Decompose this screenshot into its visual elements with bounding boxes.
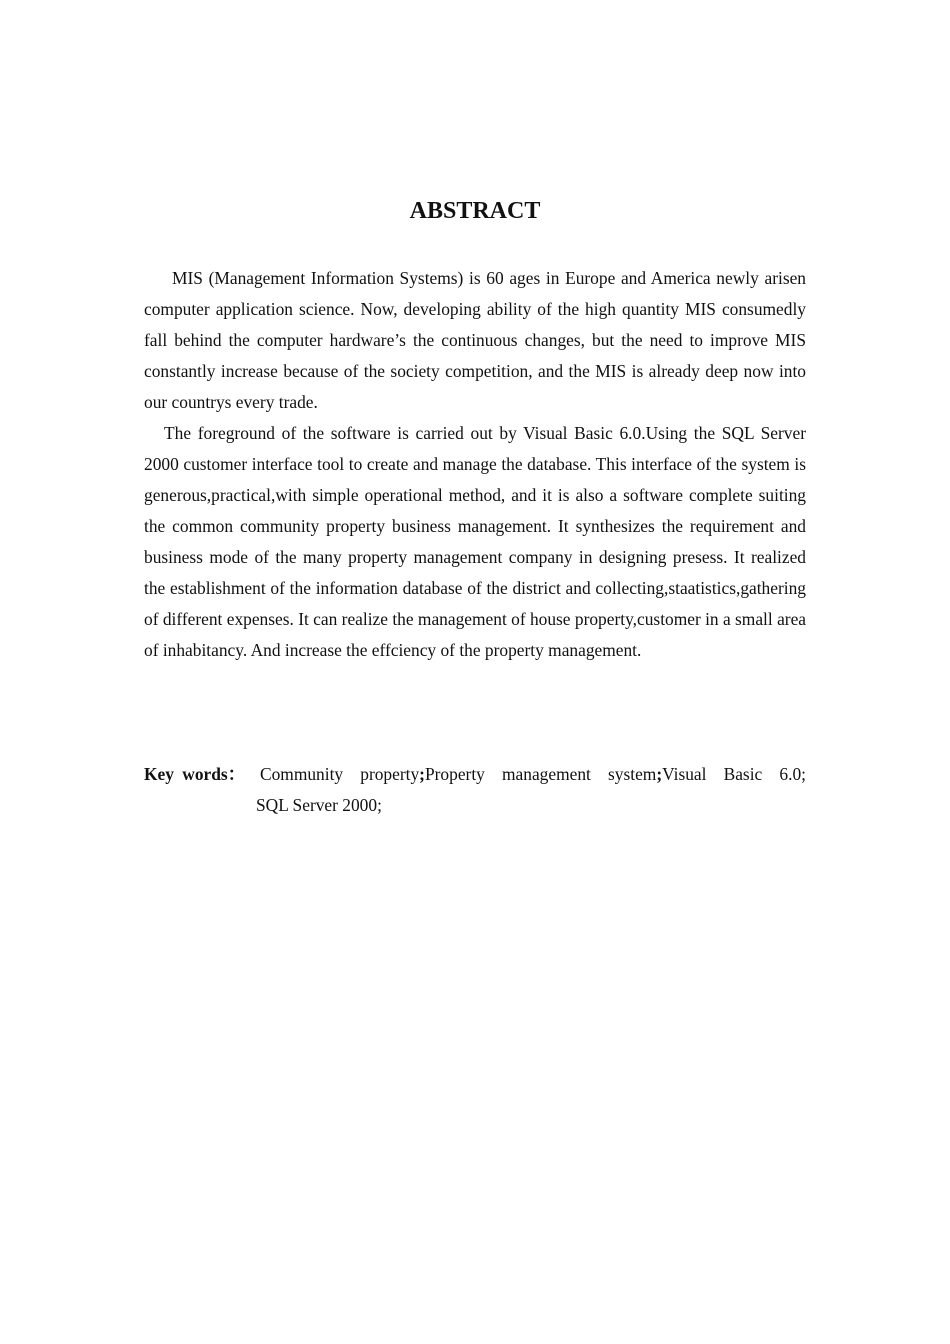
abstract-paragraph-2: The foreground of the software is carried out by Visual Basic 6.0.Using the SQL Server 2000 customer interface tool to create and manage the database. This interface of the system is generous,practical,with simple operational method, and it is also a software complete suiting the common community property business management. It synthesizes the requirement and business mode of the many property management company in designing presess. It realized the establishment of the information database of the district and collecting,staatistics,gathering of different expenses. It can realize the management of house property,customer in a small area of inhabitancy. And increase the effciency of the property management. [144, 423, 807, 660]
keyword-separator: ; [801, 764, 806, 784]
keywords-section [144, 759, 806, 821]
keywords-list [256, 759, 806, 821]
keywords-row-1 [256, 759, 806, 790]
keywords-row-2 [256, 795, 382, 815]
keywords-label: Key words： [144, 764, 246, 784]
abstract-title: ABSTRACT [409, 198, 541, 224]
keyword-separator: ; [377, 795, 382, 815]
keyword-separator: ; [419, 764, 425, 784]
keyword-item: SQL Server 2000 [256, 795, 378, 815]
keyword-item: Community property [260, 764, 420, 784]
keyword-item: Visual Basic 6.0 [662, 764, 802, 784]
keyword-item: Property management system [424, 764, 657, 784]
keyword-separator: ; [656, 764, 663, 784]
abstract-body [144, 263, 806, 666]
abstract-paragraph-1: MIS (Management Information Systems) is 60 ages in Europe and America newly arisen computer application science. Now, developing ability of the high quantity MIS consumedly fall behind the computer hardware’s the continuous changes, but the need to improve MIS constantly increase because of the society competition, and the MIS is already deep now into our countrys every trade. [144, 268, 806, 412]
